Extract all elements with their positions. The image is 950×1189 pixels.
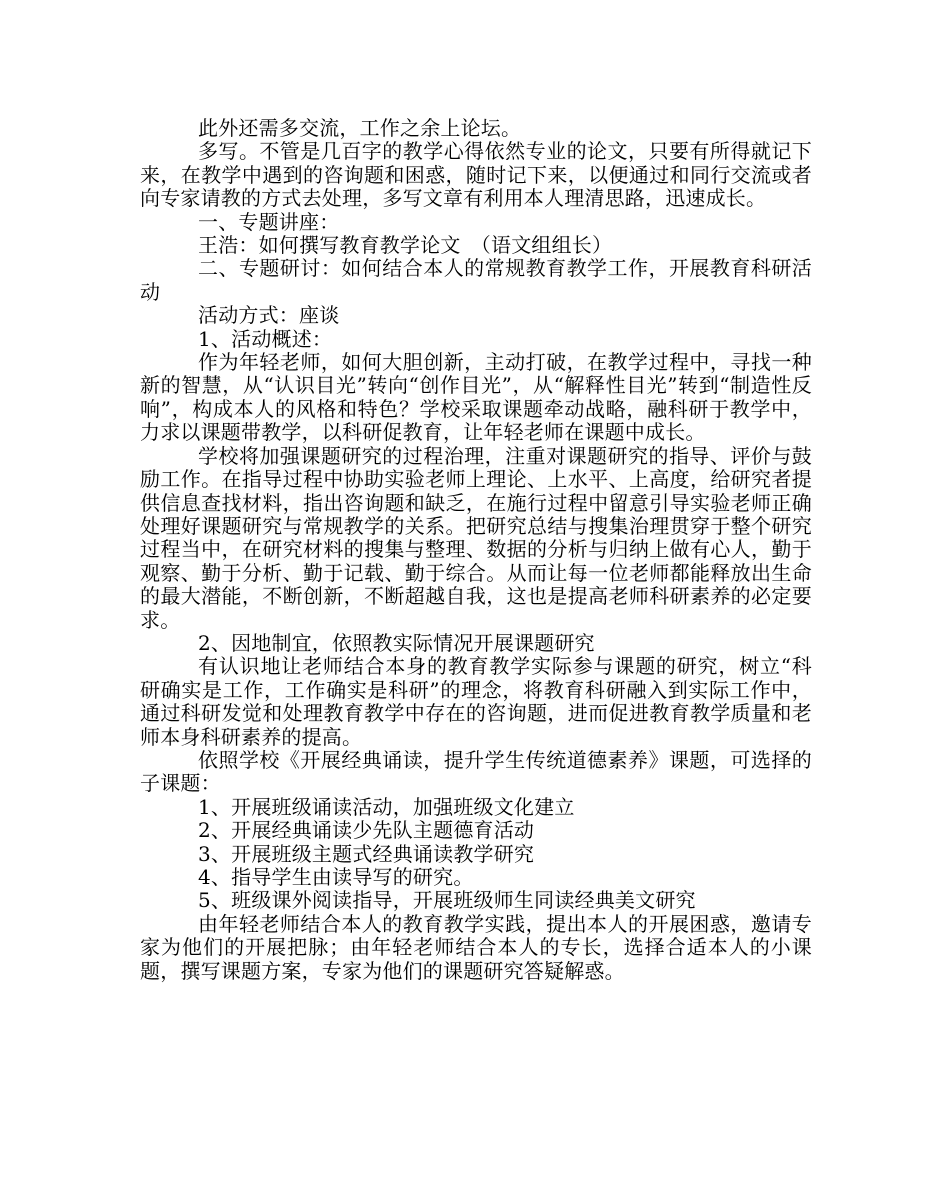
heading-seminar: 二、专题研讨：如何结合本人的常规教育教学工作，开展教育科研活动 bbox=[140, 256, 812, 304]
paragraph-process-management: 学校将加强课题研究的过程治理，注重对课题研究的指导、评价与鼓励工作。在指导过程中协助实验老师上理论、上水平、上高度，给研究者提供信息查找材料，指出咨询题和缺乏，在施行过程中留意引导实验老师正确处理好课题研究与常规教学的关系。把研究总结与搜集治理贯穿于整个研究过程当中，在研究材料的搜集与整理、数据的分析与归纳上做有心人，勤于观察、勤于分析、勤于记载、勤于综合。从而让每一位老师都能释放出生命的最大潜能，不断创新，不断超越自我，这也是提高老师科研素养的必定要求。 bbox=[140, 443, 812, 632]
document-body bbox=[140, 117, 812, 983]
paragraph-young-teachers: 作为年轻老师，如何大胆创新，主动打破，在教学过程中，寻找一种新的智慧，从“认识目光”转向“创作目光”，从“解释性目光”转到“制造性反响”，构成本人的风格和特色？学校采取课题牵动战略，融科研于教学中，力求以课题带教学，以科研促教育，让年轻老师在课题中成长。 bbox=[140, 350, 812, 445]
list-item-subtopic-2: 2、开展经典诵读少先队主题德育活动 bbox=[198, 818, 535, 843]
list-item-subtopic-5: 5、班级课外阅读指导，开展班级师生同读经典美文研究 bbox=[198, 888, 696, 913]
lecture-speaker: 王浩：如何撰写教育教学论文 （语文组组长） bbox=[198, 233, 613, 258]
list-item-subtopic-1: 1、开展班级诵读活动，加强班级文化建立 bbox=[198, 794, 575, 819]
list-item-subtopic-4: 4、指导学生由读导写的研究。 bbox=[198, 865, 474, 889]
paragraph-school-project: 依照学校《开展经典诵读，提升学生传统道德素养》课题，可选择的子课题： bbox=[140, 747, 812, 796]
paragraph-expert-guidance: 由年轻老师结合本人的教育教学实践，提出本人的开展困惑，邀请专家为他们的开展把脉；由年轻老师结合本人的专长，选择合适本人的小课题，撰写课题方案，专家为他们的课题研究答疑解惑。 bbox=[140, 911, 812, 983]
paragraph-write-more: 多写。不管是几百字的教学心得依然专业的论文，只要有所得就记下来，在教学中遇到的咨询题和困惑，随时记下来，以便通过和同行交流或者向专家请教的方式去处理，多写文章有利用本人理清思路，迅速成长。 bbox=[140, 139, 812, 211]
heading-activity-overview: 1、活动概述： bbox=[198, 326, 333, 351]
activity-format: 活动方式：座谈 bbox=[198, 303, 340, 328]
paragraph-exchange: 此外还需多交流，工作之余上论坛。 bbox=[198, 116, 522, 140]
heading-lecture: 一、专题讲座： bbox=[198, 209, 340, 234]
heading-local-conditions: 2、因地制宜，依照教实际情况开展课题研究 bbox=[198, 630, 595, 655]
list-item-subtopic-3: 3、开展班级主题式经典诵读教学研究 bbox=[198, 841, 535, 866]
paragraph-awareness: 有认识地让老师结合本身的教育教学实际参与课题的研究，树立“科研确实是工作，工作确实是科研”的理念，将教育科研融入到实际工作中，通过科研发觉和处理教育教学中存在的咨询题，进而促进教育教学质量和老师本身科研素养的提高。 bbox=[140, 654, 812, 749]
